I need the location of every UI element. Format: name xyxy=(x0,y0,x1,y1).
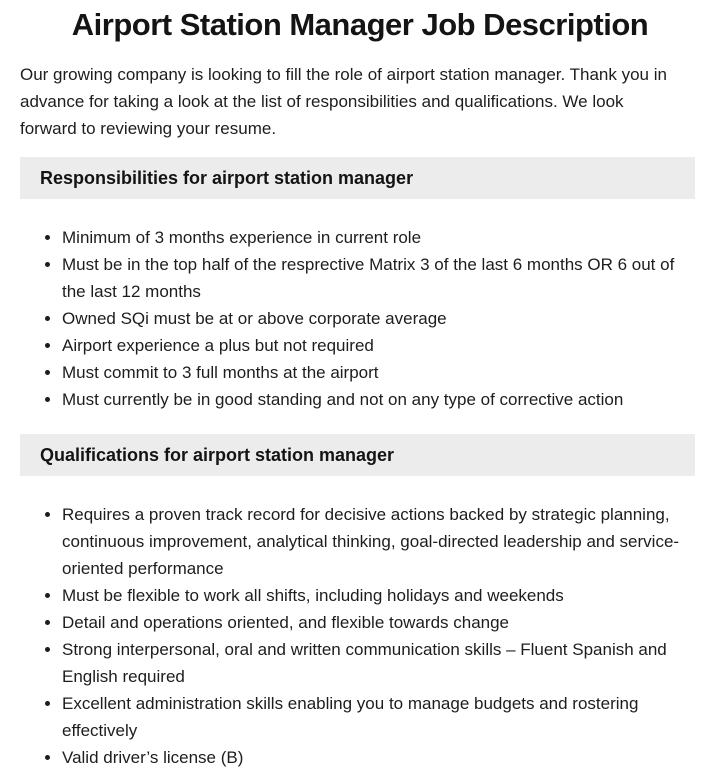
list-item: • Excellent administration skills enabling you to manage budgets and rostering effectively xyxy=(62,690,682,744)
responsibilities-list xyxy=(20,224,682,413)
list-item: • Minimum of 3 months experience in current role xyxy=(62,224,682,251)
section-header-qualifications xyxy=(20,434,695,476)
list-item: • Must commit to 3 full months at the airport xyxy=(62,359,682,386)
list-item: • Must be in the top half of the resprective Matrix 3 of the last 6 months OR 6 out of the last 12 months xyxy=(62,251,682,305)
section-header-responsibilities xyxy=(20,157,695,199)
list-item: • Must currently be in good standing and not on any type of corrective action xyxy=(62,386,682,413)
list-item: • Must be flexible to work all shifts, including holidays and weekends xyxy=(62,582,682,609)
section-header-qualifications-label: Qualifications for airport station manager xyxy=(40,444,395,465)
list-item: • Requires a proven track record for decisive actions backed by strategic planning, continuous improvement, analytical thinking, goal-directed leadership and service-oriented performance xyxy=(62,501,682,582)
section-header-responsibilities-label: Responsibilities for airport station manager xyxy=(40,167,414,188)
list-item: • Valid driver’s license (B) xyxy=(62,744,682,771)
list-item: • Detail and operations oriented, and flexible towards change xyxy=(62,609,682,636)
list-item: • Strong interpersonal, oral and written communication skills – Fluent Spanish and English required xyxy=(62,636,682,690)
page-title: Airport Station Manager Job Description xyxy=(71,7,649,42)
list-item: • Airport experience a plus but not required xyxy=(62,332,682,359)
intro-paragraph: Our growing company is looking to fill the role of airport station manager. Thank you in advance for taking a look at the list of responsibilities and qualifications. We look forward to reviewing your resume. xyxy=(20,65,667,138)
qualifications-list xyxy=(20,501,682,771)
list-item: • Owned SQi must be at or above corporate average xyxy=(62,305,682,332)
